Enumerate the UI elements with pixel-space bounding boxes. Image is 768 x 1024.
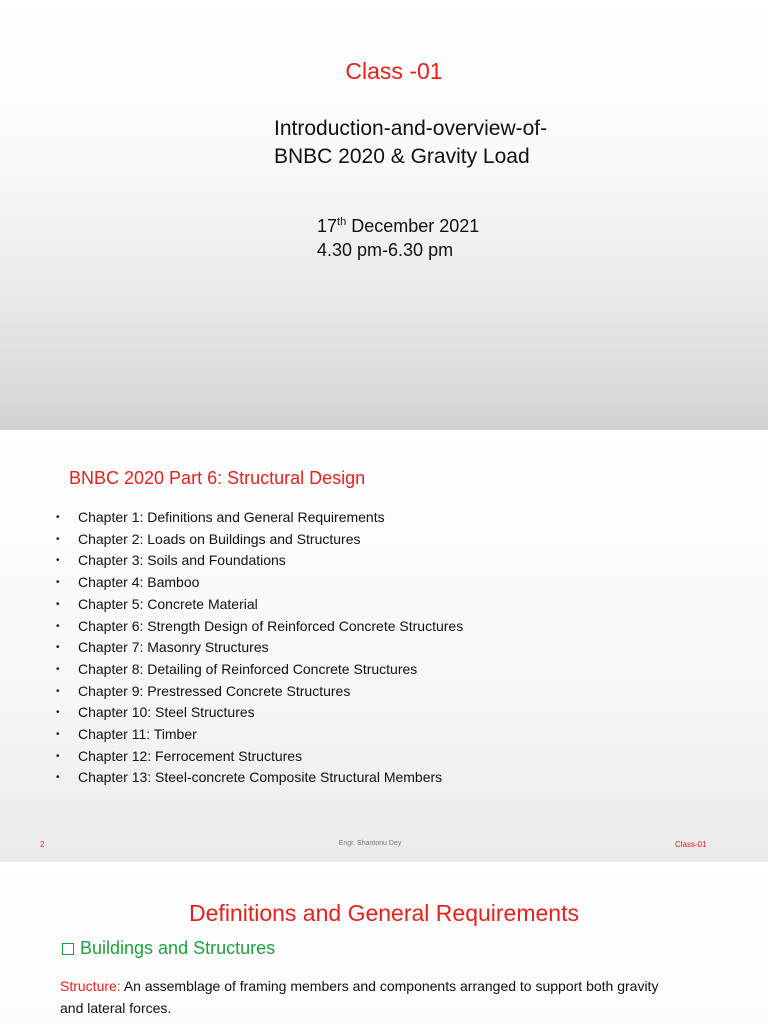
definition-paragraph [60, 975, 680, 1019]
subheading-label: Buildings and Structures [80, 938, 276, 958]
date-rest: December 2021 [346, 216, 480, 236]
slide-title: Definitions and General Requirements [189, 900, 579, 926]
class-label: Class -01 [345, 58, 443, 84]
chapter-item: • Chapter 7: Masonry Structures [56, 637, 463, 659]
slide-2 [0, 432, 768, 864]
chapter-item: • Chapter 5: Concrete Material [56, 594, 463, 616]
chapter-item: • Chapter 12: Ferrocement Structures [56, 746, 463, 768]
date-block [317, 214, 479, 262]
chapter-item: • Chapter 1: Definitions and General Requirements [56, 507, 463, 529]
footer-author: Engr. Shantonu Dey [338, 840, 402, 847]
checkbox-bullet-icon [62, 943, 74, 955]
chapter-item: • Chapter 9: Prestressed Concrete Structures [56, 681, 463, 703]
slide-heading: BNBC 2020 Part 6: Structural Design [69, 468, 366, 488]
chapter-item: • Chapter 8: Detailing of Reinforced Concrete Structures [56, 659, 463, 681]
subheading [62, 938, 275, 959]
chapter-item: • Chapter 6: Strength Design of Reinforced Concrete Structures [56, 616, 463, 638]
chapter-item: • Chapter 3: Soils and Foundations [56, 550, 463, 572]
chapter-item: • Chapter 4: Bamboo [56, 572, 463, 594]
page-number: 2 [40, 840, 45, 849]
time-line: 4.30 pm-6.30 pm [317, 240, 454, 260]
chapter-item: • Chapter 11: Timber [56, 724, 463, 746]
slide-title [274, 115, 547, 171]
chapter-list [56, 507, 463, 789]
date-suffix: th [337, 216, 347, 228]
date-line [317, 214, 479, 238]
definition-term: Structure: [60, 978, 121, 994]
slide-3 [0, 864, 768, 1024]
date-day: 17 [317, 216, 338, 236]
chapter-item: • Chapter 10: Steel Structures [56, 702, 463, 724]
title-line-1: Introduction-and-overview-of- [274, 117, 548, 140]
slide-1 [0, 0, 768, 432]
chapter-item: • Chapter 2: Loads on Buildings and Structures [56, 529, 463, 551]
title-line-2: BNBC 2020 & Gravity Load [274, 145, 530, 168]
footer-class-label: Class-01 [675, 840, 707, 849]
definition-text: An assemblage of framing members and components arranged to support both gravity and lateral forces. [60, 978, 659, 1016]
chapter-item: • Chapter 13: Steel-concrete Composite Structural Members [56, 767, 463, 789]
